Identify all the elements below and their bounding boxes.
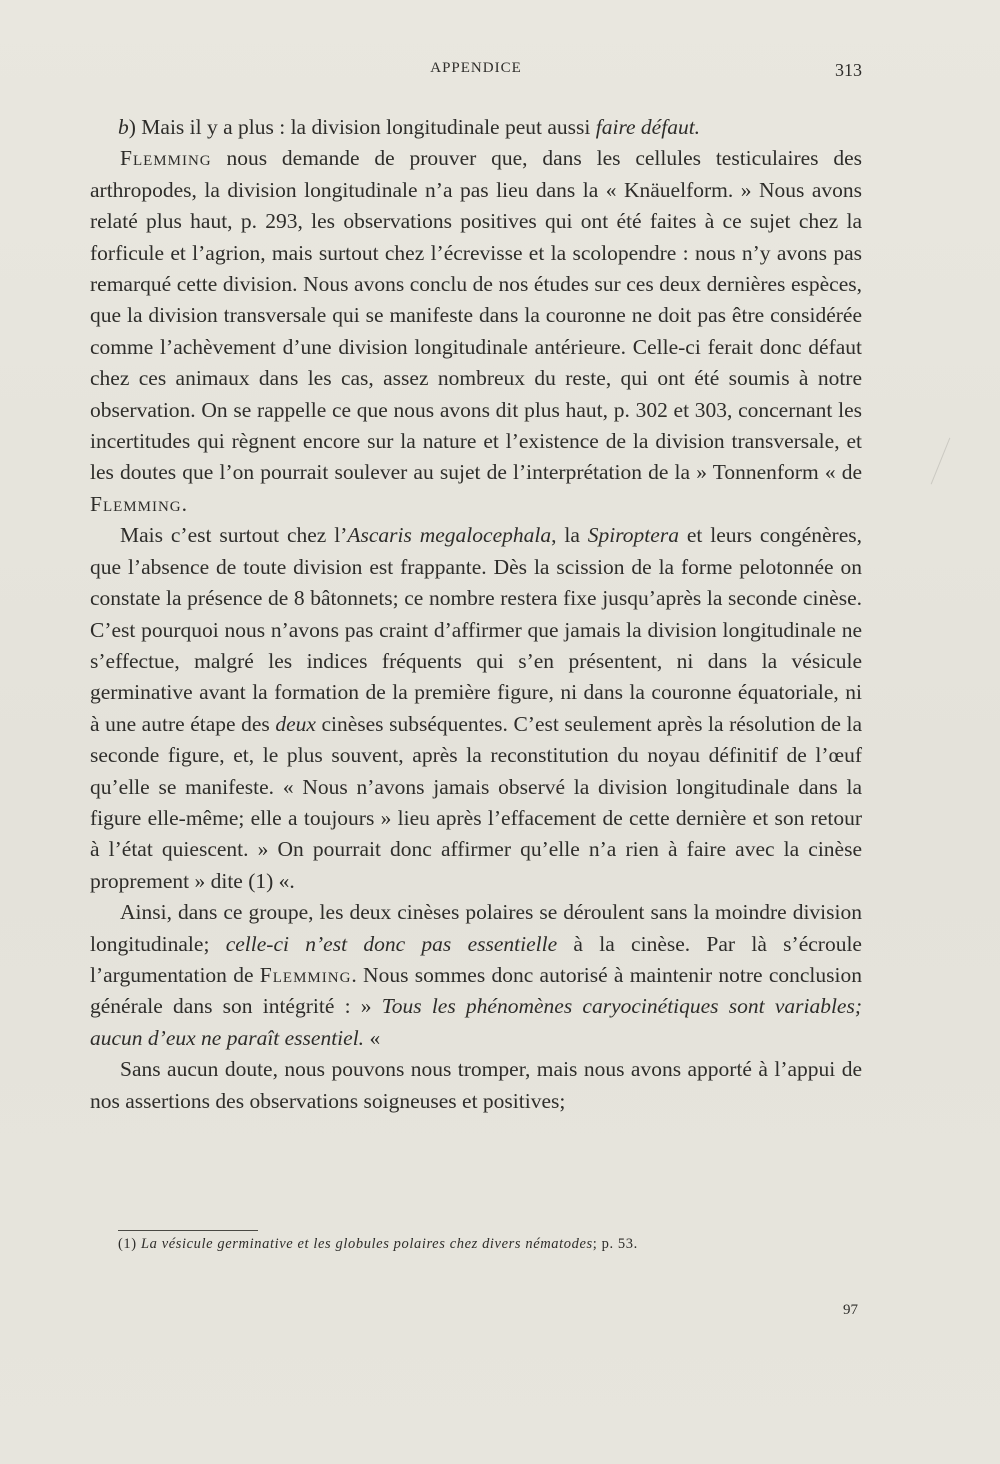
- paragraph-p4: [90, 897, 862, 1054]
- italic-text: b: [118, 115, 129, 139]
- text: nous demande de prouver que, dans les cellules testiculaires des arthropodes, la division longitudinale n’a pas lieu dans la « Knäuelform. » Nous avons relaté plus haut, p. 293, les observations positives qui ont été faites à ce sujet chez la forficule et l’agrion, mais surtout chez l’écrevisse et la scolopendre : nous n’y avons pas remarqué cette division. Nous avons conclu de nos études sur ces deux dernières espèces, que la division transversale qui se manifeste dans la couronne ne doit pas être considérée comme l’achèvement d’une division longitudinale antérieure. Celle-ci ferait donc défaut chez ces animaux dans les cas, assez nombreux du reste, qui ont été soumis à notre observation. On se rappelle ce que nous avons dit plus haut, p. 302 et 303, concernant les incertitudes qui règnent encore sur la nature et l’existence de la division transversale, et les doutes que l’on pourrait soulever au sujet de l’interprétation de la » Tonnenform « de: [90, 146, 862, 485]
- text: à la cinèse. Par là s’écroule l’argumentation de: [90, 931, 862, 987]
- author-name: Flemming: [259, 962, 352, 987]
- page-number: 313: [835, 60, 862, 80]
- text: cinèses subséquentes. C’est seulement après la résolution de la seconde figure, et, le plus souvent, après la reconstitution du noyau définitif de l’œuf qu’elle se manifeste. « Nous n’avons jamais observé la division longitudinale dans la figure elle-même; elle a toujours » lieu après l’effacement de cette dernière et son retour à l’état quiescent. » On pourrait donc affirmer qu’elle n’a rien à faire avec la cinèse proprement » dite (1) «.: [90, 711, 862, 893]
- author-name: Flemming: [120, 146, 212, 171]
- paragraph-p3: [90, 520, 862, 897]
- text: Mais c’est surtout chez l’: [120, 523, 348, 548]
- text: Sans aucun doute, nous pouvons nous tromper, mais nous avons apporté à l’appui de nos assertions des observations soigneuses et positives;: [90, 1057, 862, 1113]
- running-title: APPENDICE: [430, 60, 522, 76]
- paper-scratch: [931, 438, 951, 485]
- italic-text: deux: [275, 711, 316, 736]
- signature-mark: 97: [843, 1302, 858, 1318]
- text: , la: [551, 523, 588, 548]
- paragraph-p1: [90, 112, 862, 143]
- text: .: [181, 491, 187, 516]
- text: Ainsi, dans ce groupe, les deux cinèses polaires se déroulent sans la moindre division longitudinale;: [90, 900, 862, 956]
- footnote-page-ref: ; p. 53.: [592, 1236, 638, 1252]
- footnote-marker: (1): [118, 1236, 137, 1252]
- text: ) Mais il y a plus : la division longitudinale peut aussi: [128, 115, 596, 139]
- footnote-separator: [118, 1230, 258, 1231]
- text: . Nous sommes donc autorisé à maintenir notre conclusion générale dans son intégrité : »: [90, 962, 862, 1019]
- italic-text: Ascaris megalocephala: [347, 523, 552, 548]
- paragraph-p2: [90, 143, 862, 520]
- text: et leurs congénères, que l’absence de toute division est frappante. Dès la scission de la forme pelotonnée on constate la présence de 8 bâtonnets; ce nombre restera fixe jusqu’après la seconde cinèse. C’est pourquoi nous n’avons pas craint d’affirmer que jamais la division longitudinale ne s’effectue, malgré les indices fréquents qui s’en présentent, ni dans la vésicule germinative avant la formation de la première figure, ni dans la couronne équatoriale, ni à une autre étape des: [90, 523, 862, 736]
- author-name: Flemming: [90, 491, 182, 516]
- text: «: [364, 1025, 381, 1050]
- footnote-title: La vésicule germinative et les globules polaires chez divers nématodes: [140, 1236, 593, 1252]
- running-head: [90, 60, 862, 82]
- footnote: [118, 1236, 862, 1253]
- italic-text: Tous les phénomènes caryocinétiques sont variables; aucun d’eux ne paraît essentiel.: [90, 994, 862, 1050]
- italic-text: celle-ci n’est donc pas essentielle: [225, 931, 558, 956]
- italic-text: faire défaut.: [595, 115, 701, 139]
- paragraph-p5: [90, 1054, 862, 1117]
- body-text: [90, 112, 862, 1117]
- italic-text: Spiroptera: [587, 523, 679, 548]
